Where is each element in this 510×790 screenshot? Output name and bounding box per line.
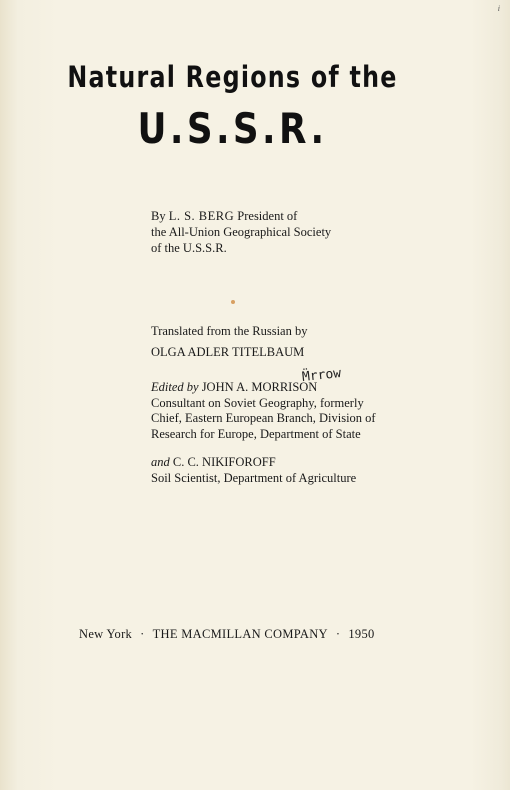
- editor-name: JOHN A. MORRISON: [201, 380, 318, 394]
- editor-line-4: Research for Europe, Department of State: [151, 426, 361, 441]
- editor-line-2: Consultant on Soviet Geography, formerly: [151, 395, 364, 410]
- author-name: L. S. BERG: [168, 209, 235, 223]
- imprint-city: New York: [79, 627, 133, 641]
- author-title: President of: [237, 209, 298, 223]
- imprint-separator-1: ·: [140, 627, 145, 641]
- imprint-separator-2: ·: [335, 627, 341, 641]
- coeditor-line-2: Soil Scientist, Department of Agriculture: [151, 471, 357, 485]
- author-prefix: By: [151, 209, 166, 223]
- translator-block: [151, 321, 307, 363]
- imprint-publisher: THE MACMILLAN COMPANY: [152, 627, 328, 641]
- editor-line-3: Chief, Eastern European Branch, Division of: [151, 411, 376, 425]
- editor-block: [151, 380, 376, 442]
- author-line-2: the All-Union Geographical Society: [151, 225, 332, 239]
- coeditor-block: [151, 454, 356, 486]
- coeditor-line-1: [151, 454, 356, 470]
- imprint-year: 1950: [348, 627, 375, 641]
- imprint-line: [79, 627, 375, 642]
- title-line-1: Natural Regions of the: [67, 60, 398, 94]
- translator-line: Translated from the Russian by: [151, 324, 308, 338]
- coeditor-prefix: and: [151, 455, 170, 469]
- editor-line-1: [151, 380, 376, 396]
- translator-name: OLGA ADLER TITELBAUM: [151, 345, 305, 359]
- title-line-2: U.S.S.R.: [137, 104, 328, 153]
- coeditor-name: C. C. NIKIFOROFF: [172, 455, 276, 469]
- author-line-3: of the U.S.S.R.: [151, 241, 227, 255]
- author-block: [151, 208, 331, 256]
- author-line-1: [151, 208, 331, 224]
- editor-prefix: Edited by: [151, 380, 199, 394]
- handwritten-annotation: M̈rrow: [301, 365, 342, 386]
- page-number: i: [497, 4, 500, 13]
- ornament-dot: [231, 300, 235, 304]
